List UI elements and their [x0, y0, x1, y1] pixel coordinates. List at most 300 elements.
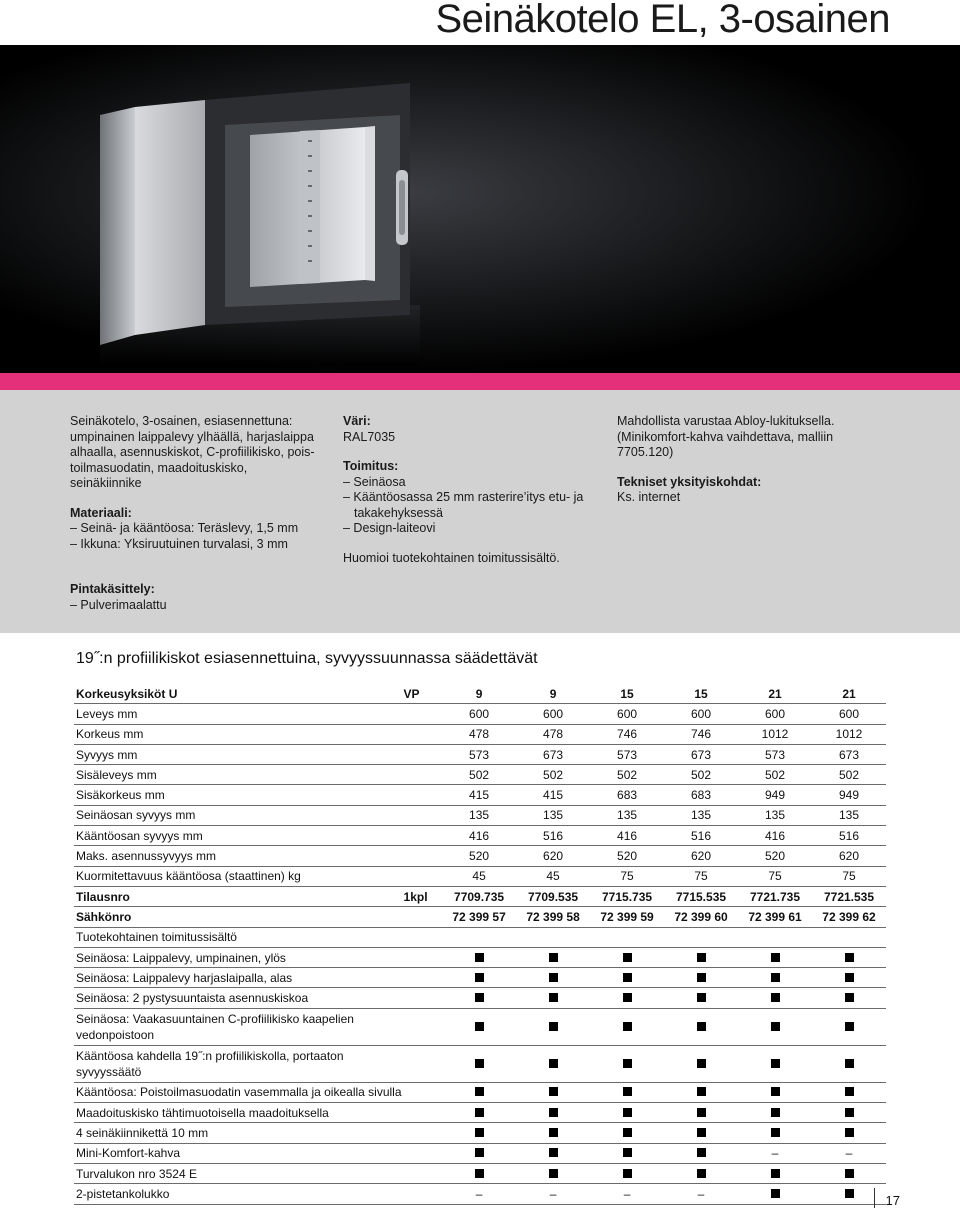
included-mark — [516, 1163, 590, 1183]
filled-square-icon — [771, 953, 780, 962]
value-cell: 520 — [442, 846, 516, 866]
value-cell — [812, 927, 886, 947]
material-heading: Materiaali: — [70, 505, 132, 520]
row-label: Kuormitettavuus kääntöosa (staattinen) kg — [74, 866, 402, 886]
table-row — [74, 1123, 886, 1143]
table-row — [74, 886, 886, 906]
included-mark — [516, 1045, 590, 1082]
delivery-item: takakehyksessä — [354, 505, 443, 520]
filled-square-icon — [771, 973, 780, 982]
value-cell: 15 — [590, 684, 664, 704]
table-row — [74, 724, 886, 744]
filled-square-icon — [771, 1189, 780, 1198]
filled-square-icon — [697, 953, 706, 962]
included-mark — [516, 1103, 590, 1123]
value-cell: 746 — [664, 724, 738, 744]
value-cell: 416 — [590, 826, 664, 846]
vp-cell — [402, 1045, 443, 1082]
filled-square-icon — [771, 993, 780, 1002]
value-cell: 600 — [738, 704, 812, 724]
included-mark — [664, 988, 738, 1008]
value-cell: 673 — [664, 744, 738, 764]
row-label: Seinäosa: Laippalevy, umpinainen, ylös — [74, 947, 402, 967]
value-cell: 45 — [442, 866, 516, 886]
filled-square-icon — [475, 1059, 484, 1068]
row-label: Seinäosa: 2 pystysuuntaista asennuskiskoa — [74, 988, 402, 1008]
vp-cell — [402, 826, 443, 846]
included-mark — [664, 1045, 738, 1082]
lock-line: Mahdollista varustaa Abloy-lukituksella. — [617, 414, 835, 428]
vp-cell — [402, 988, 443, 1008]
included-mark — [516, 1123, 590, 1143]
vp-cell — [402, 724, 443, 744]
filled-square-icon — [623, 973, 632, 982]
included-mark — [812, 1103, 886, 1123]
row-label: Kääntöosan syvyys mm — [74, 826, 402, 846]
value-cell: 21 — [812, 684, 886, 704]
row-label: Maadoituskisko tähtimuotoisella maadoituksella — [74, 1103, 402, 1123]
vp-cell — [402, 968, 443, 988]
vp-cell — [402, 1143, 443, 1163]
included-mark — [664, 1008, 738, 1045]
value-cell: 573 — [590, 744, 664, 764]
table-row — [74, 988, 886, 1008]
row-label: Tuotekohtainen toimitussisältö — [74, 927, 402, 947]
wall-enclosure-illustration — [0, 45, 960, 373]
vp-cell — [402, 947, 443, 967]
intro-line: Seinäkotelo, 3-osainen, esiasennettuna: — [70, 414, 293, 428]
value-cell: 135 — [516, 805, 590, 825]
included-mark — [812, 1082, 886, 1102]
value-cell: 600 — [812, 704, 886, 724]
row-label: Maks. asennussyvyys mm — [74, 846, 402, 866]
spec-table — [74, 684, 886, 1205]
included-mark — [516, 1143, 590, 1163]
value-cell: 1012 — [812, 724, 886, 744]
filled-square-icon — [549, 1169, 558, 1178]
intro-line: toilmasuodatin, maadoituskisko, seinäkiinnike — [70, 460, 248, 490]
value-cell: 502 — [442, 765, 516, 785]
included-mark — [664, 968, 738, 988]
value-cell: 746 — [590, 724, 664, 744]
filled-square-icon — [771, 1128, 780, 1137]
included-mark — [812, 1045, 886, 1082]
value-cell: – — [738, 1143, 812, 1163]
row-label: Korkeusyksiköt U — [74, 684, 402, 704]
included-mark — [442, 1163, 516, 1183]
value-cell: 673 — [812, 744, 886, 764]
value-cell: 502 — [812, 765, 886, 785]
value-cell: 7715.535 — [664, 886, 738, 906]
included-mark — [590, 968, 664, 988]
included-mark — [812, 1008, 886, 1045]
filled-square-icon — [623, 993, 632, 1002]
value-cell: 9 — [516, 684, 590, 704]
delivery-item: – Kääntöosassa 25 mm rasterire’itys etu- ja — [343, 490, 584, 504]
filled-square-icon — [697, 1108, 706, 1117]
filled-square-icon — [549, 1108, 558, 1117]
value-cell: 21 — [738, 684, 812, 704]
table-row — [74, 684, 886, 704]
tech-heading: Tekniset yksityiskohdat: — [617, 474, 762, 489]
vp-cell — [402, 744, 443, 764]
info-panel — [0, 390, 960, 633]
table-row — [74, 826, 886, 846]
filled-square-icon — [623, 1087, 632, 1096]
value-cell: 502 — [664, 765, 738, 785]
filled-square-icon — [845, 973, 854, 982]
value-cell: 620 — [664, 846, 738, 866]
included-mark — [738, 1045, 812, 1082]
delivery-item: – Design-laiteovi — [343, 521, 436, 535]
filled-square-icon — [845, 1108, 854, 1117]
row-label: Kääntöosa: Poistoilmasuodatin vasemmalla ja oikealla sivulla — [74, 1082, 402, 1102]
row-label: Sisäleveys mm — [74, 765, 402, 785]
value-cell: – — [664, 1184, 738, 1204]
row-label: Leveys mm — [74, 704, 402, 724]
included-mark — [516, 1008, 590, 1045]
row-label: Sähkönro — [74, 907, 402, 927]
row-label: Mini-Komfort-kahva — [74, 1143, 402, 1163]
value-cell: 75 — [812, 866, 886, 886]
value-cell: 516 — [664, 826, 738, 846]
vp-cell — [402, 1163, 443, 1183]
value-cell: 75 — [590, 866, 664, 886]
included-mark — [590, 988, 664, 1008]
value-cell: 673 — [516, 744, 590, 764]
value-cell: 600 — [442, 704, 516, 724]
filled-square-icon — [549, 1059, 558, 1068]
vp-cell: 1kpl — [402, 886, 443, 906]
product-photo — [0, 45, 960, 373]
color-heading: Väri: — [343, 414, 371, 428]
value-cell: 75 — [738, 866, 812, 886]
value-cell: 683 — [664, 785, 738, 805]
table-row — [74, 1143, 886, 1163]
value-cell: 72 399 58 — [516, 907, 590, 927]
value-cell — [738, 927, 812, 947]
filled-square-icon — [697, 1087, 706, 1096]
value-cell: – — [590, 1184, 664, 1204]
filled-square-icon — [771, 1108, 780, 1117]
lock-line: 7705.120) — [617, 445, 674, 459]
value-cell: – — [442, 1184, 516, 1204]
row-label: Seinäosa: Laippalevy harjaslaipalla, alas — [74, 968, 402, 988]
vp-cell — [402, 907, 443, 927]
filled-square-icon — [623, 1169, 632, 1178]
value-cell: 478 — [516, 724, 590, 744]
vp-cell — [402, 805, 443, 825]
included-mark — [590, 1045, 664, 1082]
row-label: Sisäkorkeus mm — [74, 785, 402, 805]
included-mark — [738, 1123, 812, 1143]
vp-cell — [402, 866, 443, 886]
vp-cell — [402, 1123, 443, 1143]
value-cell: 15 — [664, 684, 738, 704]
value-cell: 573 — [442, 744, 516, 764]
material-item: – Ikkuna: Yksiruutuinen turvalasi, 3 mm — [70, 536, 288, 551]
row-label: 4 seinäkiinnikettä 10 mm — [74, 1123, 402, 1143]
included-mark — [738, 1082, 812, 1102]
value-cell: 72 399 57 — [442, 907, 516, 927]
filled-square-icon — [623, 1148, 632, 1157]
value-cell: 516 — [812, 826, 886, 846]
vp-cell — [402, 1008, 443, 1045]
filled-square-icon — [845, 1169, 854, 1178]
value-cell — [442, 927, 516, 947]
filled-square-icon — [697, 1128, 706, 1137]
value-cell — [590, 927, 664, 947]
included-mark — [738, 1103, 812, 1123]
filled-square-icon — [697, 1148, 706, 1157]
included-mark — [442, 1103, 516, 1123]
value-cell: 520 — [738, 846, 812, 866]
filled-square-icon — [475, 1128, 484, 1137]
included-mark — [516, 988, 590, 1008]
value-cell: 45 — [516, 866, 590, 886]
row-label: Seinäosan syvyys mm — [74, 805, 402, 825]
delivery-heading: Toimitus: — [343, 459, 399, 473]
vp-cell — [402, 846, 443, 866]
accent-bar — [0, 373, 960, 390]
filled-square-icon — [771, 1022, 780, 1031]
vp-cell — [402, 927, 443, 947]
included-mark — [516, 947, 590, 967]
info-column-3 — [617, 414, 877, 506]
value-cell: 478 — [442, 724, 516, 744]
value-cell: 9 — [442, 684, 516, 704]
included-mark — [664, 1143, 738, 1163]
vp-cell — [402, 1082, 443, 1102]
filled-square-icon — [623, 1108, 632, 1117]
table-row — [74, 1184, 886, 1204]
vp-cell — [402, 704, 443, 724]
table-row — [74, 907, 886, 927]
row-label: Tilausnro — [74, 886, 402, 906]
included-mark — [442, 1123, 516, 1143]
filled-square-icon — [845, 993, 854, 1002]
included-mark — [738, 1008, 812, 1045]
value-cell: 502 — [738, 765, 812, 785]
filled-square-icon — [697, 1059, 706, 1068]
vp-cell — [402, 1103, 443, 1123]
included-mark — [812, 988, 886, 1008]
filled-square-icon — [475, 993, 484, 1002]
value-cell: 135 — [590, 805, 664, 825]
filled-square-icon — [697, 1022, 706, 1031]
value-cell: 135 — [664, 805, 738, 825]
included-mark — [590, 1123, 664, 1143]
filled-square-icon — [549, 1148, 558, 1157]
filled-square-icon — [475, 1148, 484, 1157]
included-mark — [664, 947, 738, 967]
tech-value: Ks. internet — [617, 490, 681, 504]
vp-cell: VP — [402, 684, 443, 704]
table-subtitle: 19˝:n profiilikiskot esiasennettuina, syvyyssuunnassa säädettävät — [76, 650, 538, 667]
filled-square-icon — [549, 973, 558, 982]
table-row — [74, 927, 886, 947]
filled-square-icon — [475, 973, 484, 982]
included-mark — [590, 1082, 664, 1102]
page-title: Seinäkotelo EL, 3-osainen — [435, 0, 890, 41]
table-row — [74, 744, 886, 764]
value-cell: 620 — [516, 846, 590, 866]
filled-square-icon — [845, 1022, 854, 1031]
included-mark — [664, 1103, 738, 1123]
included-mark — [442, 988, 516, 1008]
filled-square-icon — [845, 1128, 854, 1137]
row-label: 2-pistetankolukko — [74, 1184, 402, 1204]
filled-square-icon — [623, 1059, 632, 1068]
value-cell: 72 399 61 — [738, 907, 812, 927]
table-row — [74, 704, 886, 724]
intro-line: umpinainen laippalevy ylhäällä, harjaslaippa — [70, 429, 314, 444]
value-cell: 7709.535 — [516, 886, 590, 906]
included-mark — [664, 1123, 738, 1143]
vp-cell — [402, 1184, 443, 1204]
table-row — [74, 1008, 886, 1045]
filled-square-icon — [771, 1059, 780, 1068]
included-mark — [812, 968, 886, 988]
value-cell: 683 — [590, 785, 664, 805]
value-cell: 7721.535 — [812, 886, 886, 906]
value-cell: 415 — [516, 785, 590, 805]
value-cell: 135 — [812, 805, 886, 825]
filled-square-icon — [697, 993, 706, 1002]
table-row — [74, 968, 886, 988]
included-mark — [442, 1045, 516, 1082]
value-cell: 7715.735 — [590, 886, 664, 906]
filled-square-icon — [845, 1189, 854, 1198]
delivery-note: Huomioi tuotekohtainen toimitussisältö. — [343, 550, 560, 565]
info-column-2 — [343, 414, 603, 566]
value-cell: 416 — [442, 826, 516, 846]
value-cell: 135 — [738, 805, 812, 825]
filled-square-icon — [697, 1169, 706, 1178]
included-mark — [590, 947, 664, 967]
table-row — [74, 765, 886, 785]
value-cell: 72 399 62 — [812, 907, 886, 927]
page-number: 17 — [885, 1193, 900, 1208]
filled-square-icon — [623, 953, 632, 962]
filled-square-icon — [549, 993, 558, 1002]
included-mark — [812, 1163, 886, 1183]
included-mark — [590, 1143, 664, 1163]
vp-cell — [402, 785, 443, 805]
value-cell: 7709.735 — [442, 886, 516, 906]
value-cell: 135 — [442, 805, 516, 825]
table-row — [74, 947, 886, 967]
value-cell: 415 — [442, 785, 516, 805]
included-mark — [442, 1143, 516, 1163]
filled-square-icon — [845, 1059, 854, 1068]
filled-square-icon — [475, 1169, 484, 1178]
vp-cell — [402, 765, 443, 785]
row-label: Turvalukon nro 3524 E — [74, 1163, 402, 1183]
lock-line: (Minikomfort-kahva vaihdettava, malliin — [617, 429, 834, 444]
value-cell: 75 — [664, 866, 738, 886]
table-row — [74, 1163, 886, 1183]
table-row — [74, 1082, 886, 1102]
value-cell: 516 — [516, 826, 590, 846]
value-cell: 620 — [812, 846, 886, 866]
table-row — [74, 1045, 886, 1082]
included-mark — [664, 1082, 738, 1102]
value-cell: 7721.735 — [738, 886, 812, 906]
value-cell: 1012 — [738, 724, 812, 744]
row-label: Kääntöosa kahdella 19˝:n profiilikiskolla, portaaton syvyyssäätö — [74, 1045, 402, 1082]
included-mark — [738, 947, 812, 967]
material-item: – Seinä- ja kääntöosa: Teräslevy, 1,5 mm — [70, 521, 299, 535]
value-cell: 600 — [590, 704, 664, 724]
filled-square-icon — [771, 1087, 780, 1096]
value-cell: – — [812, 1143, 886, 1163]
table-row — [74, 785, 886, 805]
filled-square-icon — [623, 1128, 632, 1137]
included-mark — [738, 1184, 812, 1204]
filled-square-icon — [475, 1087, 484, 1096]
row-label: Syvyys mm — [74, 744, 402, 764]
surface-item: – Pulverimaalattu — [70, 597, 167, 612]
value-cell: 600 — [516, 704, 590, 724]
table-row — [74, 846, 886, 866]
included-mark — [664, 1163, 738, 1183]
value-cell: 573 — [738, 744, 812, 764]
page-divider — [874, 1188, 875, 1208]
table-row — [74, 805, 886, 825]
included-mark — [442, 1008, 516, 1045]
filled-square-icon — [623, 1022, 632, 1031]
included-mark — [738, 1163, 812, 1183]
value-cell — [664, 927, 738, 947]
filled-square-icon — [475, 1108, 484, 1117]
included-mark — [442, 968, 516, 988]
value-cell: 949 — [738, 785, 812, 805]
included-mark — [738, 988, 812, 1008]
filled-square-icon — [549, 953, 558, 962]
color-value: RAL7035 — [343, 429, 396, 444]
filled-square-icon — [845, 1087, 854, 1096]
info-column-1 — [70, 414, 320, 613]
delivery-item: – Seinäosa — [343, 474, 406, 489]
intro-line: alhaalla, asennuskiskot, C-profiilikisko, pois- — [70, 445, 315, 459]
value-cell: 502 — [590, 765, 664, 785]
included-mark — [442, 1082, 516, 1102]
filled-square-icon — [549, 1087, 558, 1096]
table-row — [74, 866, 886, 886]
included-mark — [516, 1082, 590, 1102]
table-row — [74, 1103, 886, 1123]
filled-square-icon — [549, 1022, 558, 1031]
included-mark — [812, 947, 886, 967]
filled-square-icon — [475, 1022, 484, 1031]
row-label: Seinäosa: Vaakasuuntainen C-profiilikisko kaapelien vedonpoistoon — [74, 1008, 402, 1045]
value-cell: 416 — [738, 826, 812, 846]
value-cell: 502 — [516, 765, 590, 785]
value-cell: – — [516, 1184, 590, 1204]
included-mark — [812, 1123, 886, 1143]
filled-square-icon — [475, 953, 484, 962]
value-cell: 520 — [590, 846, 664, 866]
included-mark — [738, 968, 812, 988]
included-mark — [590, 1103, 664, 1123]
filled-square-icon — [845, 953, 854, 962]
filled-square-icon — [697, 973, 706, 982]
filled-square-icon — [549, 1128, 558, 1137]
value-cell: 949 — [812, 785, 886, 805]
value-cell: 600 — [664, 704, 738, 724]
surface-heading: Pintakäsittely: — [70, 582, 155, 596]
